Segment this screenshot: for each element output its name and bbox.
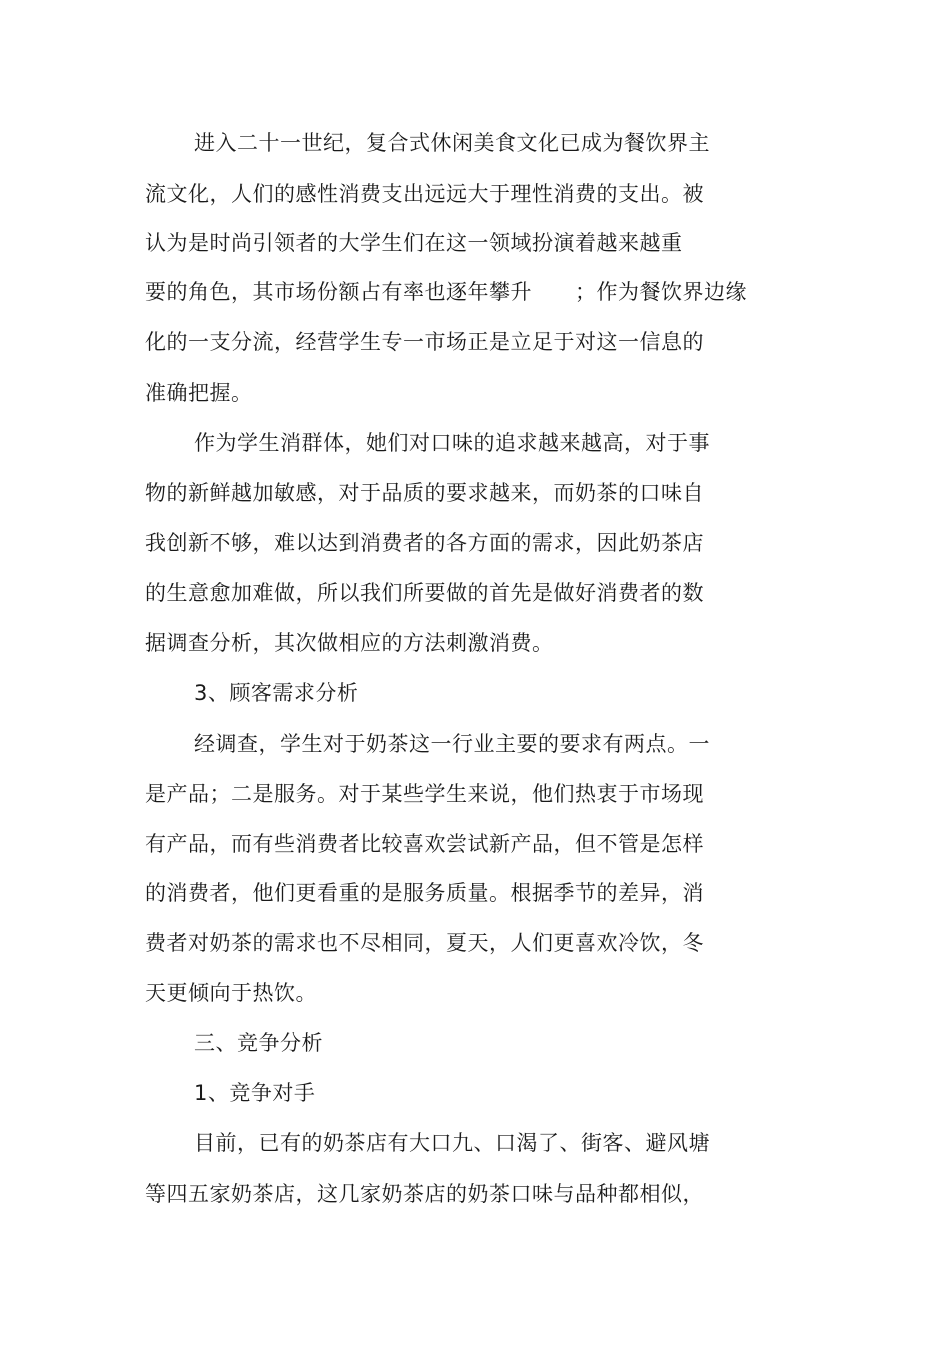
- paragraph-line: 据调查分析，其次做相应的方法刺激消费。: [145, 631, 554, 655]
- paragraph-line: 准确把握。: [145, 381, 253, 405]
- paragraph-line: 天更倾向于热饮。: [145, 981, 317, 1005]
- section-heading: 三、竞争分析: [194, 1031, 323, 1055]
- paragraph-line: 作为学生消群体，她们对口味的追求越来越高，对于事: [194, 431, 710, 455]
- section-heading: 3、顾客需求分析: [194, 681, 359, 705]
- paragraph-line: 我创新不够，难以达到消费者的各方面的需求，因此奶茶店: [145, 531, 704, 555]
- paragraph-line: 是产品；二是服务。对于某些学生来说，他们热衷于市场现: [145, 782, 704, 806]
- paragraph-line: 目前，已有的奶茶店有大口九、口渴了、街客、避风塘: [194, 1131, 710, 1155]
- paragraph-line: 化的一支分流，经营学生专一市场正是立足于对这一信息的: [145, 330, 704, 354]
- paragraph-line: 费者对奶茶的需求也不尽相同，夏天，人们更喜欢冷饮，冬: [145, 931, 704, 955]
- paragraph-line: 进入二十一世纪，复合式休闲美食文化已成为餐饮界主: [194, 131, 710, 155]
- subsection-heading: 1、竞争对手: [194, 1081, 316, 1105]
- paragraph-line: 的生意愈加难做，所以我们所要做的首先是做好消费者的数: [145, 581, 704, 605]
- paragraph-line: 认为是时尚引领者的大学生们在这一领域扮演着越来越重: [145, 231, 683, 255]
- paragraph-line: 经调查，学生对于奶茶这一行业主要的要求有两点。一: [194, 732, 710, 756]
- paragraph-line: 的消费者，他们更看重的是服务质量。根据季节的差异，消: [145, 881, 704, 905]
- paragraph-line: 有产品，而有些消费者比较喜欢尝试新产品，但不管是怎样: [145, 832, 704, 856]
- paragraph-line: 流文化，人们的感性消费支出远远大于理性消费的支出。被: [145, 182, 704, 206]
- paragraph-line: 物的新鲜越加敏感，对于品质的要求越来，而奶茶的口味自: [145, 481, 704, 505]
- paragraph-line: 要的角色，其市场份额占有率也逐年攀升 ；作为餐饮界边缘: [145, 280, 747, 304]
- paragraph-line: 等四五家奶茶店，这几家奶茶店的奶茶口味与品种都相似，: [145, 1182, 704, 1206]
